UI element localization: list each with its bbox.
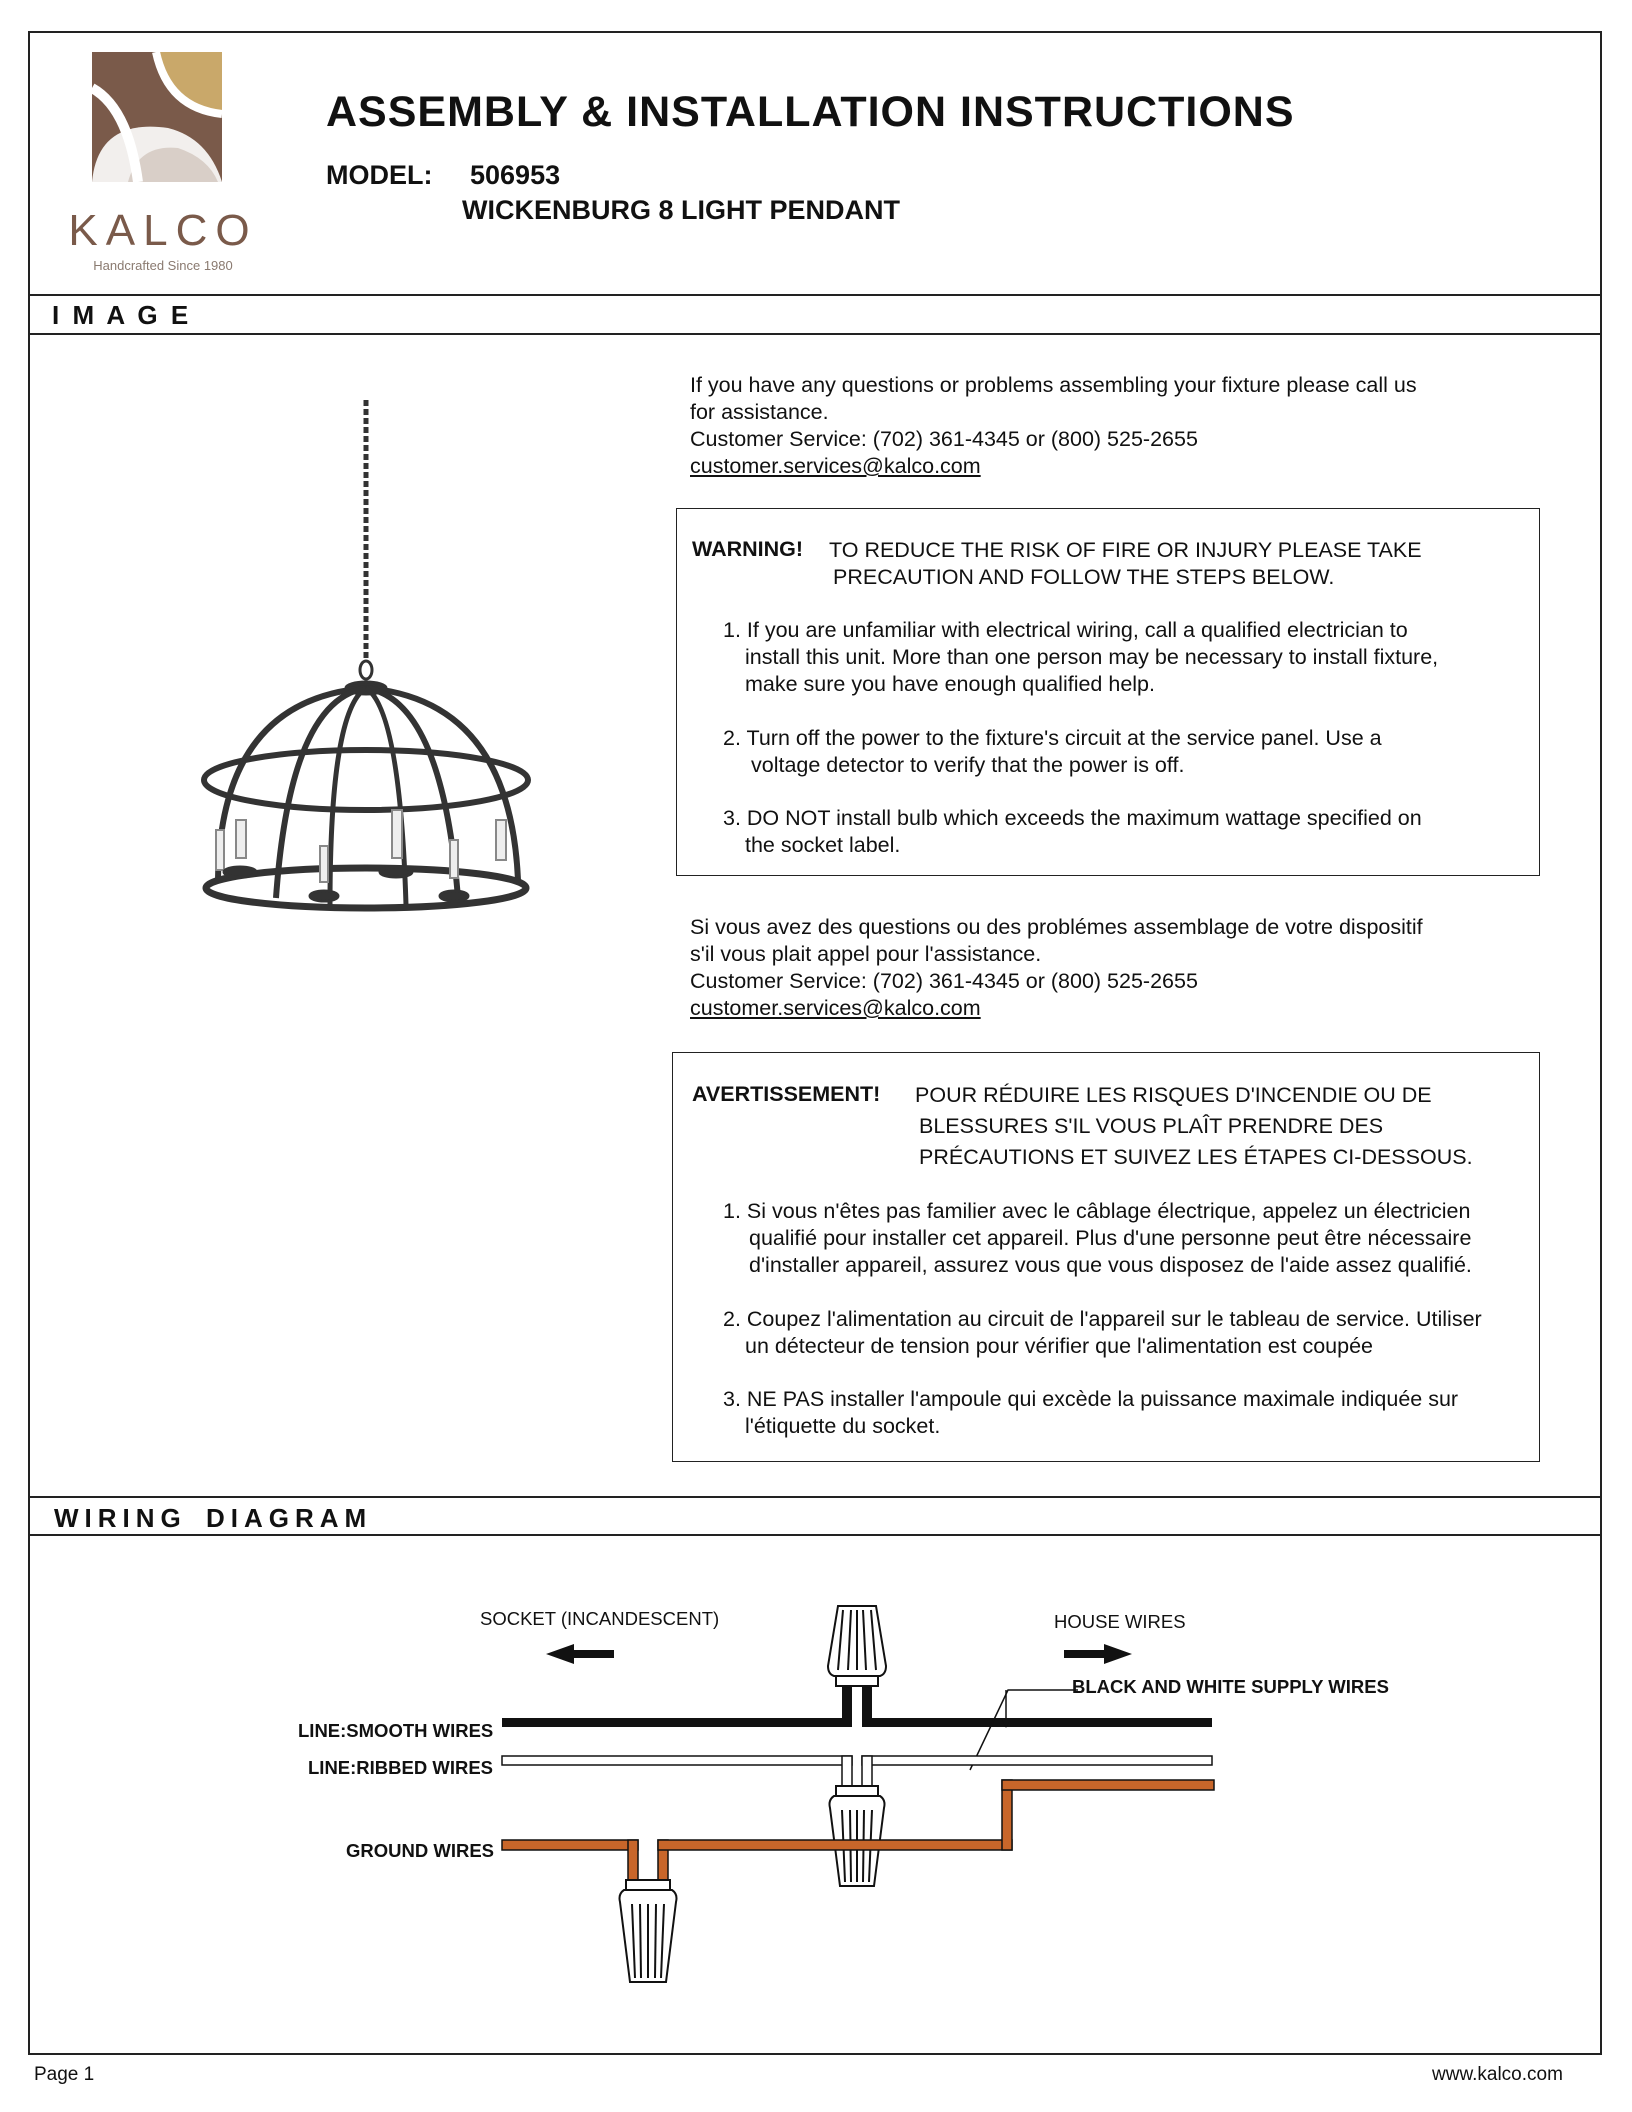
list-item (723, 725, 1523, 779)
list-item (723, 1386, 1533, 1440)
warning-line: PRÉCAUTIONS ET SUIVEZ LES ÉTAPES CI-DESSOUS. (919, 1145, 1473, 1169)
list-item (723, 805, 1523, 859)
french-intro-line: Si vous avez des questions ou des problémes assemblage de votre dispositif (690, 915, 1423, 939)
ground-wires-label: GROUND WIRES (346, 1840, 494, 1861)
socket-label: SOCKET (INCANDESCENT) (480, 1608, 720, 1629)
pendant-chandelier-illustration (180, 400, 560, 930)
image-section-label: I M A G E (52, 300, 189, 330)
list-item-line: 3. NE PAS installer l'ampoule qui excède la puissance maximale indiquée sur (723, 1387, 1459, 1411)
warning-line: PRECAUTION AND FOLLOW THE STEPS BELOW. (833, 565, 1335, 589)
list-item-line: qualifié pour installer cet appareil. Plus d'une personne peut être nécessaire (749, 1226, 1472, 1250)
divider (28, 294, 1602, 296)
english-intro-line: for assistance. (690, 400, 829, 424)
list-item-line: install this unit. More than one person may be necessary to install fixture, (745, 645, 1439, 669)
french-warning-box (672, 1052, 1540, 1462)
warning-head: AVERTISSEMENT! (692, 1082, 881, 1106)
divider (28, 1496, 1602, 1498)
list-item-line: 1. Si vous n'êtes pas familier avec le câblage électrique, appelez un électricien (723, 1199, 1471, 1223)
model-number: 506953 (470, 160, 561, 190)
wiring-section-label: WIRING DIAGRAM (54, 1503, 373, 1533)
wire-nut-icon (828, 1606, 886, 1686)
logo-brand: KALCO (68, 206, 258, 255)
list-item-line: 3. DO NOT install bulb which exceeds the maximum wattage specified on (723, 806, 1422, 830)
page-title: ASSEMBLY & INSTALLATION INSTRUCTIONS (326, 88, 1295, 136)
french-email-link[interactable]: customer.services@kalco.com (690, 996, 981, 1020)
logo-mark-icon (58, 48, 268, 198)
list-item-line: un détecteur de tension pour vérifier que l'alimentation est coupée (745, 1334, 1374, 1358)
french-intro (690, 914, 1550, 1022)
divider (28, 333, 1602, 335)
wire-nut-icon (620, 1880, 677, 1982)
english-intro-line: Customer Service: (702) 361-4345 or (800) 525-2655 (690, 427, 1198, 451)
english-email-link[interactable]: customer.services@kalco.com (690, 454, 981, 478)
smooth-wires-label: LINE:SMOOTH WIRES (298, 1720, 494, 1741)
warning-line: POUR RÉDUIRE LES RISQUES D'INCENDIE OU DE (915, 1083, 1432, 1107)
wiring-diagram (0, 1590, 1632, 2010)
left-arrow-icon (546, 1644, 614, 1664)
website-link[interactable]: www.kalco.com (1432, 2064, 1563, 2085)
house-wires-label: HOUSE WIRES (1054, 1611, 1186, 1632)
english-warning-box (676, 508, 1540, 876)
right-arrow-icon (1064, 1644, 1132, 1664)
list-item-line: 2. Turn off the power to the fixture's circuit at the service panel. Use a (723, 726, 1382, 750)
list-item-line: l'étiquette du socket. (745, 1414, 941, 1438)
list-item-line: 2. Coupez l'alimentation au circuit de l'appareil sur le tableau de service. Utiliser (723, 1307, 1482, 1331)
list-item (723, 1198, 1533, 1279)
french-intro-line: Customer Service: (702) 361-4345 or (800) 525-2655 (690, 969, 1198, 993)
divider (28, 1534, 1602, 1536)
wire-nut-icon (830, 1786, 885, 1886)
model-label: MODEL: (326, 160, 433, 190)
list-item-line: 1. If you are unfamiliar with electrical wiring, call a qualified electrician to (723, 618, 1408, 642)
list-item-line: the socket label. (745, 833, 901, 857)
kalco-logo (58, 48, 268, 278)
list-item-line: voltage detector to verify that the power is off. (751, 753, 1185, 777)
ribbed-wires-label: LINE:RIBBED WIRES (308, 1757, 493, 1778)
product-image (180, 400, 560, 930)
french-intro-line: s'il vous plait appel pour l'assistance. (690, 942, 1042, 966)
model-name: WICKENBURG 8 LIGHT PENDANT (462, 195, 900, 225)
english-intro-line: If you have any questions or problems assembling your fixture please call us (690, 373, 1417, 397)
warning-line: TO REDUCE THE RISK OF FIRE OR INJURY PLEASE TAKE (829, 538, 1422, 562)
warning-line: BLESSURES S'IL VOUS PLAÎT PRENDRE DES (919, 1114, 1384, 1138)
list-item (723, 1306, 1533, 1360)
list-item-line: d'installer appareil, assurez vous que vous disposez de l'aide assez qualifié. (749, 1253, 1472, 1277)
page-number: Page 1 (34, 2064, 95, 2085)
list-item (723, 617, 1523, 698)
logo-tagline: Handcrafted Since 1980 (93, 258, 233, 273)
english-intro (690, 372, 1550, 480)
warning-head: WARNING! (692, 537, 804, 561)
supply-wires-label: BLACK AND WHITE SUPPLY WIRES (1072, 1676, 1389, 1697)
list-item-line: make sure you have enough qualified help. (745, 672, 1155, 696)
